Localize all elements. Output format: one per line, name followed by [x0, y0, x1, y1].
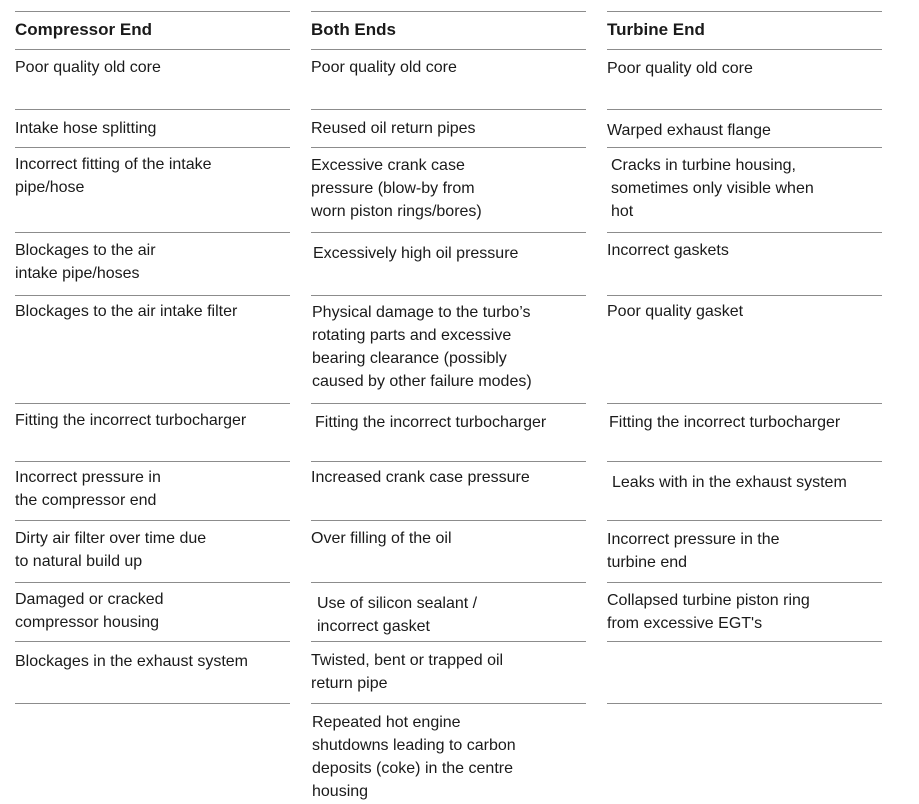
divider [15, 11, 290, 12]
table-cell: Incorrect fitting of the intake pipe/hose [15, 156, 212, 196]
table-cell: Poor quality old core [15, 59, 161, 76]
table-cell: Poor quality old core [607, 60, 753, 77]
divider [15, 295, 290, 296]
table-cell: Damaged or cracked compressor housing [15, 591, 164, 631]
divider [15, 703, 290, 704]
table-cell: Repeated hot engine shutdowns leading to carbon deposits (coke) in the centre housing [312, 714, 516, 800]
divider [607, 403, 882, 404]
header-compressor-end: Compressor End [15, 20, 152, 39]
divider [311, 109, 586, 110]
table-cell: Collapsed turbine piston ring from excessive EGT's [607, 592, 810, 632]
divider [15, 403, 290, 404]
table-cell: Use of silicon sealant / incorrect gasket [317, 595, 478, 635]
table-cell: Fitting the incorrect turbocharger [315, 414, 547, 431]
divider [15, 49, 290, 50]
table-cell: Excessive crank case pressure (blow-by from worn piston rings/bores) [311, 157, 482, 220]
table-cell: Excessively high oil pressure [313, 245, 519, 262]
divider [607, 703, 882, 704]
divider [311, 582, 586, 583]
table-cell: Twisted, bent or trapped oil return pipe [311, 652, 504, 692]
table-cell: Blockages to the air intake pipe/hoses [15, 242, 156, 282]
divider [607, 11, 882, 12]
divider [607, 582, 882, 583]
divider [311, 232, 586, 233]
divider [15, 232, 290, 233]
table-cell: Leaks with in the exhaust system [612, 474, 847, 491]
table-cell: Dirty air filter over time due to natural build up [15, 530, 207, 570]
table-cell: Intake hose splitting [15, 120, 157, 137]
divider [607, 295, 882, 296]
divider [311, 641, 586, 642]
divider [607, 147, 882, 148]
table-cell: Incorrect pressure in the turbine end [607, 531, 780, 571]
divider [15, 641, 290, 642]
table-cell: Cracks in turbine housing, sometimes only visible when hot [611, 157, 814, 220]
divider [15, 461, 290, 462]
divider [607, 109, 882, 110]
table-cell: Physical damage to the turbo’s rotating parts and excessive bearing clearance (possibly caused by other failure modes) [312, 304, 532, 390]
table-cell: Over filling of the oil [311, 530, 452, 547]
divider [15, 109, 290, 110]
divider [311, 147, 586, 148]
divider [311, 403, 586, 404]
divider [607, 232, 882, 233]
table-cell: Increased crank case pressure [311, 469, 530, 486]
divider [15, 147, 290, 148]
divider [311, 703, 586, 704]
divider [607, 520, 882, 521]
divider [15, 520, 290, 521]
table-cell: Incorrect gaskets [607, 242, 729, 259]
divider [311, 11, 586, 12]
divider [311, 49, 586, 50]
table-cell: Blockages in the exhaust system [15, 653, 249, 670]
divider [311, 295, 586, 296]
divider [607, 641, 882, 642]
divider [311, 520, 586, 521]
divider [311, 461, 586, 462]
divider [15, 582, 290, 583]
table-cell: Incorrect pressure in the compressor end [15, 469, 161, 509]
divider [607, 49, 882, 50]
header-both-ends: Both Ends [311, 20, 396, 39]
table-cell: Poor quality old core [311, 59, 457, 76]
table-cell: Poor quality gasket [607, 303, 744, 320]
table-cell: Fitting the incorrect turbocharger [609, 414, 841, 431]
table-cell: Blockages to the air intake filter [15, 303, 238, 320]
table-cell: Reused oil return pipes [311, 120, 476, 137]
header-turbine-end: Turbine End [607, 20, 705, 39]
table-cell: Fitting the incorrect turbocharger [15, 412, 247, 429]
table-cell: Warped exhaust flange [607, 122, 771, 139]
divider [607, 461, 882, 462]
